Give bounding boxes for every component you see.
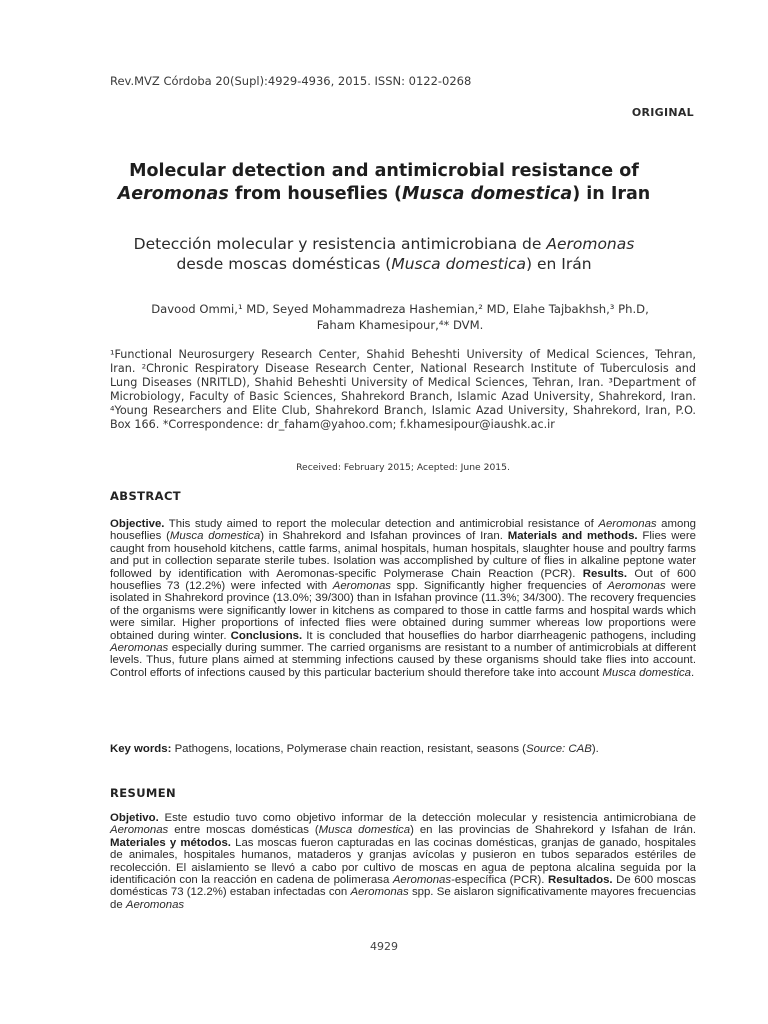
metodos-label: Materiales y métodos. — [110, 836, 231, 849]
abstract-text: Out of 600 houseflies 73 (12.2%) were infected with — [110, 567, 696, 593]
genus-name: Aeromonas — [350, 886, 409, 899]
abstract-text: Flies were caught from household kitchens, cattle farms, animal hospitals, human hospitals, slaughter house and poultry farms and put in collection separate sterile tubes. Isolation was accomplished by culture of flies in alkaline peptone water followed by identification with Aeromonas-specific Polymerase Chain Reaction (PCR). — [110, 530, 696, 580]
species-name: Musca domestica — [318, 824, 411, 837]
authors-line: Faham Khamesipour,⁴* DVM. — [316, 318, 484, 332]
genus-name: Aeromonas — [607, 580, 666, 593]
title-es-species: Musca domestica — [391, 255, 527, 273]
title-spanish — [80, 234, 688, 274]
resultados-label: Resultados. — [548, 874, 613, 887]
resumen-text: -específica (PCR). — [451, 874, 545, 887]
keywords-text: Pathogens, locations, Polymerase chain reaction, resistant, seasons ( — [171, 743, 526, 755]
received-accepted-dates: Received: February 2015; Acepted: June 2015. — [296, 462, 510, 473]
abstract-text: This study aimed to report the molecular detection and antimicrobial resistance of — [164, 518, 599, 530]
abstract-text: among houseflies ( — [110, 518, 696, 543]
abstract-text: . — [691, 666, 695, 679]
affiliations: ¹Functional Neurosurgery Research Center, Shahid Beheshti University of Medical Sciences, Tehran, Iran. ²Chronic Respiratory Disease Research Center, National Research Institute of Tuberculosis and Lung Diseases (NRITLD), Shahid Beheshti University of Medical Sciences, Tehran, Iran. ³Department of Microbiology, Faculty of Basic Sciences, Shahrekord Branch, Islamic Azad University, Shahrekord, Iran. ⁴Young Researchers and Elite Club, Shahrekord Branch, Islamic Azad University, Shahrekord, Iran, P.O. Box 166. *Correspondence: dr_faham@yahoo.com; f.khamesipour@iaushk.ac.ir — [110, 348, 696, 431]
resumen-text: ) en las provincias de Shahrekord y Isfahan de Irán. — [410, 824, 696, 837]
resumen-text: Las moscas fueron capturadas en las cocinas domésticas, granjas de ganado, hospitales de animales, hospitales humanos, mataderos y granjas avícolas y pusieron en tubos separados estériles de recolección. El aislamiento se llevó a cabo por cultivo de moscas en agua de peptona alcalina seguida por la identificación con la reacción en cadena de polimerasa — [110, 836, 696, 887]
conclusions-label: Conclusions. — [230, 629, 303, 642]
genus-name: Aeromonas — [332, 580, 391, 593]
article-type-label: ORIGINAL — [631, 106, 694, 119]
genus-name: Aeromonas — [110, 642, 169, 655]
results-label: Results. — [582, 567, 628, 580]
authors-line: Davood Ommi,¹ MD, Seyed Mohammadreza Hashemian,² MD, Elahe Tajbakhsh,³ Ph.D, — [151, 302, 649, 316]
genus-name: Aeromonas — [125, 898, 185, 911]
genus-name: Aeromonas — [110, 824, 169, 837]
resumen-text: De 600 moscas domésticas 73 (12.2%) estaban infectadas con — [110, 874, 696, 899]
abstract-paragraph — [110, 518, 696, 679]
resumen-text: Este estudio tuvo como objetivo informar de la detección molecular y resistencia antimicrobiana de — [158, 812, 696, 824]
objective-label: Objective. — [110, 518, 165, 530]
abstract-heading: ABSTRACT — [110, 489, 182, 503]
abstract-text: were isolated in Shahrekord province (13.0%; 39/300) than in Isfahan province (11.3%; 34/300). The recovery frequencies of the organisms were significantly lower in kitchens as compared to those in cattle farms and hospital wards which were similar. Higher proportions of infected flies were obtained during summer whereas low proportions were obtained during winter. — [110, 580, 696, 642]
abstract-text: It is concluded that houseflies do harbor diarrheagenic pathogens, including — [302, 629, 697, 642]
title-es-genus: Aeromonas — [546, 235, 635, 253]
author-list — [110, 301, 690, 333]
page-number: 4929 — [370, 940, 398, 953]
genus-name: Aeromonas — [392, 874, 452, 887]
resumen-text: entre moscas domésticas ( — [168, 824, 319, 837]
resumen-text: spp. Se aislaron significativamente mayores frecuencias de — [110, 886, 696, 911]
title-en-text: ) in Iran — [572, 184, 651, 204]
title-english — [80, 160, 688, 206]
abstract-text: spp. Significantly higher frequencies of — [390, 580, 608, 593]
title-es-text: Detección molecular y resistencia antimicrobiana de — [133, 235, 547, 253]
objetivo-label: Objetivo. — [110, 812, 159, 824]
abstract-text: ) in Shahrekord and Isfahan provinces of Iran. — [260, 530, 503, 543]
journal-reference: Rev.MVZ Córdoba 20(Supl):4929-4936, 2015. ISSN: 0122-0268 — [110, 74, 472, 88]
title-en-text: Molecular detection and antimicrobial resistance of — [129, 161, 639, 181]
methods-label: Materials and methods. — [507, 530, 638, 543]
title-es-text: ) en Irán — [526, 255, 592, 273]
title-en-genus: Aeromonas — [117, 184, 229, 204]
species-name: Musca domestica — [169, 530, 261, 543]
title-en-species: Musca domestica — [402, 184, 573, 204]
keywords-text: ). — [591, 743, 599, 755]
keywords-paragraph — [110, 742, 696, 756]
species-name: Musca domestica — [602, 666, 692, 679]
title-es-text: desde moscas domésticas ( — [176, 255, 392, 273]
genus-name: Aeromonas — [598, 518, 657, 530]
resumen-paragraph — [110, 812, 696, 911]
resumen-heading: RESUMEN — [110, 786, 177, 800]
title-en-text: from houseflies ( — [228, 184, 403, 204]
abstract-text: especially during summer. The carried organisms are resistant to a number of antimicrobials at different levels. Thus, future plans aimed at stemming infections caused by these organisms should take flies into account. Control efforts of infections caused by this particular bacterium should therefore take into account — [110, 642, 696, 679]
keywords-label: Key words: — [110, 743, 172, 755]
keywords-source: Source: CAB — [525, 743, 592, 755]
